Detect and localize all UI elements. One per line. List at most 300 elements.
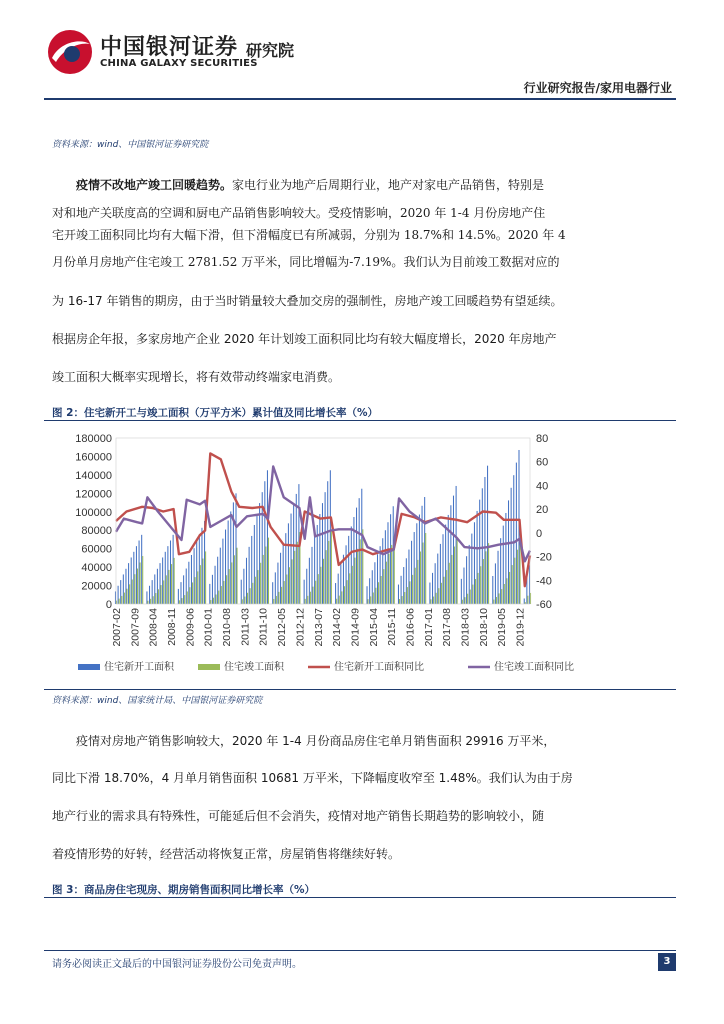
completions-bar (124, 593, 125, 604)
para1-lead: 疫情不改地产竣工回暖趋势。 (76, 178, 233, 192)
completions-bar (284, 581, 285, 604)
new-starts-bar (406, 558, 407, 604)
new-starts-bar (267, 470, 268, 604)
new-starts-bar (390, 514, 391, 604)
report-type: 行业研究报告/家用电器行业 (523, 81, 672, 95)
para1-line2: 对和地产关联度高的空调和厨电产品销售影响较大。受疫情影响，2020 年 1-4 月份房地产住 (52, 206, 546, 220)
legend-label: 住宅竣工面积 (224, 662, 284, 673)
new-starts-bar (131, 557, 132, 604)
new-starts-bar (403, 567, 404, 604)
figure2-top-rule (44, 420, 676, 421)
y-left-tick-label: 60000 (81, 543, 112, 556)
new-starts-bar (277, 563, 278, 604)
y-right-tick-label: 20 (536, 504, 549, 517)
completions-bar (247, 593, 248, 604)
new-starts-bar (209, 584, 210, 604)
completions-bar (163, 580, 164, 604)
completions-bar (250, 588, 251, 604)
completions-bar (527, 596, 528, 604)
legend-swatch (78, 664, 100, 670)
new-starts-bar (141, 535, 142, 604)
completions-bar (449, 563, 450, 604)
new-starts-bar (429, 583, 430, 604)
new-starts-bar (492, 576, 493, 604)
completions-bar (310, 592, 311, 604)
para2-line2 (52, 769, 573, 786)
y-right-tick-label: -40 (536, 575, 552, 588)
completions-bar (200, 565, 201, 604)
completions-bar (362, 529, 363, 604)
completions-bar (444, 577, 445, 604)
completions-bar (399, 599, 400, 604)
new-starts-bar (508, 500, 509, 604)
completions-bar (260, 563, 261, 604)
new-starts-bar (230, 511, 231, 604)
new-starts-bar (453, 496, 454, 604)
new-starts-bar (335, 583, 336, 604)
new-starts-bar (348, 536, 349, 604)
new-starts-bar (380, 546, 381, 604)
new-starts-bar (474, 522, 475, 604)
completions-bar (462, 600, 463, 604)
completions-bar (289, 567, 290, 604)
y-right-tick-label: 80 (536, 433, 549, 445)
completions-bar (158, 589, 159, 604)
completions-bar (328, 541, 329, 604)
x-tick-label: 2007-02 (111, 608, 123, 647)
logo-english-name: CHINA GALAXY SECURITIES (100, 58, 258, 69)
new-starts-bar (498, 551, 499, 604)
para1-line4 (52, 253, 559, 270)
new-starts-bar (482, 488, 483, 604)
completions-bar (187, 591, 188, 604)
new-starts-bar (387, 522, 388, 604)
completions-bar (223, 581, 224, 604)
new-starts-bars (115, 450, 530, 604)
new-starts-bar (283, 543, 284, 604)
new-starts-bar (196, 541, 197, 604)
completions-bar (483, 559, 484, 604)
new-starts-bar (194, 548, 195, 604)
completions-bar (216, 595, 217, 604)
completions-bar (501, 589, 502, 604)
completions-bar (475, 579, 476, 604)
x-tick-label: 2008-04 (147, 608, 160, 647)
new-starts-bar (259, 503, 260, 604)
new-starts-bar (432, 573, 433, 604)
completions-bar (132, 579, 133, 604)
y-left-tick-label: 180000 (75, 433, 112, 445)
completions-bar (499, 593, 500, 604)
new-starts-bar (393, 506, 394, 604)
y-left-tick-label: 40000 (81, 562, 112, 575)
y-right-tick-label: 40 (536, 480, 549, 493)
x-tick-label: 2010-01 (202, 608, 215, 647)
completions-bar (420, 552, 421, 604)
new-starts-bar (264, 481, 265, 604)
completions-bar (265, 547, 266, 604)
completions-bar (182, 598, 183, 604)
completions-bar (454, 547, 455, 604)
y-left-tick-label: 120000 (75, 488, 112, 501)
completions-bar (252, 583, 253, 604)
completions-bar (168, 570, 169, 604)
completions-bar (485, 551, 486, 604)
x-tick-label: 2010-08 (221, 608, 234, 647)
completions-bar (336, 599, 337, 604)
new-starts-bar (511, 488, 512, 604)
source-note-1: 资料来源：wind、中国银河证券研究院 (52, 140, 209, 150)
new-starts-bar (222, 539, 223, 604)
new-starts-bar (309, 558, 310, 604)
completions-bar (119, 599, 120, 604)
completions-bar (142, 556, 143, 604)
completions-bar (344, 586, 345, 604)
completions-bar (391, 545, 392, 604)
completions-bar (276, 596, 277, 604)
new-starts-bar (419, 515, 420, 604)
completions-bar (386, 562, 387, 604)
new-starts-bar (442, 534, 443, 604)
new-starts-bar (256, 514, 257, 604)
completions-bar (161, 585, 162, 604)
y-left-tick-label: 140000 (75, 469, 112, 482)
completions-bar (307, 596, 308, 604)
para1-line6: 根据房企年报，多家房地产企业 2020 年计划竣工面积同比均有较大幅度增长，2020 年房地产 (52, 332, 557, 346)
completions-bar (134, 574, 135, 604)
para1-line1 (76, 176, 544, 193)
completions-bar (446, 570, 447, 604)
new-starts-bar (201, 528, 202, 604)
new-starts-bar (235, 493, 236, 604)
new-starts-bar (372, 570, 373, 604)
completions-bar (174, 558, 175, 604)
completions-bar (349, 573, 350, 604)
completions-bar (305, 599, 306, 604)
new-starts-bar (199, 535, 200, 604)
completions-bar (326, 550, 327, 604)
para1-line5: 为 16-17 年销售的期房，由于当时销量较大叠加交房的强制性，房地产竣工回暖趋势有望延续。 (52, 294, 563, 308)
completions-bar (286, 574, 287, 604)
new-starts-bar (170, 540, 171, 604)
legend-label: 住宅竣工面积同比 (494, 662, 574, 673)
new-starts-bar (374, 562, 375, 604)
new-starts-bar (356, 508, 357, 604)
completions-bar (488, 543, 489, 604)
para1-line4-b: 我们认为目前竣工数据对应的 (403, 255, 560, 269)
new-starts-bar (401, 576, 402, 604)
completions-bar (189, 587, 190, 604)
new-starts-bar (469, 545, 470, 604)
new-starts-bar (251, 536, 252, 604)
new-starts-bar (440, 544, 441, 604)
completions-bar (213, 598, 214, 604)
new-starts-bar (167, 546, 168, 604)
new-starts-bar (178, 589, 179, 604)
para1-line1-rest: 家电行业为地产后周期行业，地产对家电产品销售，特别是 (232, 178, 545, 192)
completions-bar (404, 592, 405, 604)
completions-bar (357, 549, 358, 604)
completions-bar (467, 594, 468, 604)
figure2-chart (60, 424, 660, 686)
new-starts-bar (319, 514, 320, 604)
new-starts-bar (149, 586, 150, 604)
new-starts-bar (424, 497, 425, 604)
completions-bar (493, 600, 494, 604)
chart-legend (78, 660, 574, 673)
para1-line3: 宅开竣工面积同比均有大幅下滑，但下滑幅度已有所减弱，分别为 18.7%和 14.5%。2020 年 4 (52, 228, 566, 242)
completions-bar (509, 572, 510, 604)
para2-line3: 地产行业的需求具有特殊性，可能延后但不会消失，疫情对地产销售长期趋势的影响较小，随 (52, 809, 545, 823)
new-starts-bar (128, 563, 129, 604)
new-starts-bar (152, 580, 153, 604)
new-starts-bar (346, 545, 347, 604)
new-starts-bar (186, 569, 187, 604)
completions-bar (375, 588, 376, 604)
completions-bar (341, 591, 342, 604)
completions-bar (315, 581, 316, 604)
new-starts-bar (461, 579, 462, 604)
completions-bar (221, 586, 222, 604)
completions-bar (339, 596, 340, 604)
new-starts-bar (487, 466, 488, 604)
completions-bar (231, 562, 232, 604)
new-starts-bar (246, 558, 247, 604)
source-note-2: 资料来源：wind、国家统计局、中国银河证券研究院 (52, 696, 263, 706)
new-starts-bar (243, 569, 244, 604)
para2-line2-a: 同比下滑 18.70%，4 月单月销售面积 10681 万平米，下降幅度收窄至 1.48%。 (52, 771, 489, 785)
new-starts-bar (513, 475, 514, 604)
completions-bar (352, 566, 353, 604)
new-starts-bar (456, 486, 457, 604)
new-starts-bar (500, 538, 501, 604)
completions-bar (354, 558, 355, 604)
x-tick-label: 2012-05 (276, 608, 289, 647)
new-starts-bar (123, 574, 124, 604)
new-starts-bar (327, 481, 328, 604)
completions-bar (415, 568, 416, 604)
new-starts-bar (505, 513, 506, 604)
new-starts-bar (254, 525, 255, 604)
completions-bar (347, 580, 348, 604)
para2-line1: 疫情对房地产销售影响较大，2020 年 1-4 月份商品房住宅单月销售面积 29916 万平米， (76, 734, 556, 748)
new-starts-bar (183, 575, 184, 604)
completions-bar (451, 555, 452, 604)
completions-bar (184, 595, 185, 604)
new-starts-bar (503, 526, 504, 604)
x-tick-label: 2017-08 (441, 608, 454, 647)
new-starts-bar (165, 552, 166, 604)
completions-bar (417, 560, 418, 604)
para1-line7: 竣工面积大概率实现增长，将有效带动终端家电消费。 (52, 370, 341, 384)
y-right-tick-label: 0 (536, 527, 543, 540)
new-starts-bar (241, 580, 242, 604)
new-starts-bar (330, 470, 331, 604)
new-starts-bar (139, 540, 140, 604)
new-starts-bar (225, 530, 226, 604)
completions-bar (202, 558, 203, 604)
completions-bar (140, 562, 141, 604)
completions-bar (179, 600, 180, 604)
new-starts-bar (445, 525, 446, 604)
completions-bar (263, 555, 264, 604)
x-tick-label: 2015-11 (386, 608, 399, 646)
new-starts-bar (385, 530, 386, 604)
completions-bar (171, 564, 172, 604)
completions-bar (383, 569, 384, 604)
x-tick-label: 2011-10 (257, 608, 270, 646)
new-starts-bar (173, 535, 174, 604)
new-starts-bar (351, 526, 352, 604)
completions-bar (433, 597, 434, 604)
chart-axes (75, 433, 552, 647)
new-starts-bar (361, 489, 362, 604)
new-starts-bar (272, 582, 273, 604)
completions-bar (512, 565, 513, 604)
x-tick-label: 2013-07 (312, 608, 325, 647)
completions-bar (320, 567, 321, 604)
completions-bar (517, 550, 518, 604)
completions-bar (331, 531, 332, 604)
completions-bar (430, 599, 431, 604)
completions-bar (514, 558, 515, 604)
completions-bar (278, 592, 279, 604)
y-left-tick-label: 20000 (81, 580, 112, 593)
completions-bar (229, 569, 230, 604)
completions-bar (218, 591, 219, 604)
completions-bar (373, 592, 374, 604)
new-starts-bar (120, 580, 121, 604)
footer-disclaimer: 请务必阅读正文最后的中国银河证券股份公司免责声明。 (52, 959, 302, 970)
new-starts-bar (437, 554, 438, 604)
x-tick-label: 2014-09 (349, 608, 362, 647)
new-starts-bar (118, 586, 119, 604)
completions-bar (423, 543, 424, 604)
new-starts-bar (188, 562, 189, 604)
completions-bar (294, 551, 295, 604)
completions-bar (226, 575, 227, 604)
completions-bar (126, 589, 127, 604)
completions-bar (425, 533, 426, 604)
completions-bar (389, 554, 390, 604)
new-starts-bar (133, 552, 134, 604)
new-starts-bar (382, 538, 383, 604)
new-starts-bar (212, 575, 213, 604)
new-starts-bar (524, 598, 525, 604)
new-starts-bar (154, 574, 155, 604)
figure2-bottom-rule (44, 689, 676, 690)
new-starts-bar (191, 555, 192, 604)
new-starts-bar (136, 546, 137, 604)
x-tick-label: 2018-10 (477, 608, 490, 647)
completions-bar (210, 600, 211, 604)
completions-bar (313, 587, 314, 604)
x-tick-label: 2009-06 (184, 608, 197, 647)
completions-bar (506, 578, 507, 604)
completions-bar (438, 588, 439, 604)
completions-bar (192, 582, 193, 604)
completions-bar (504, 584, 505, 604)
completions-bar (129, 584, 130, 604)
new-starts-bar (414, 532, 415, 604)
new-starts-bar (160, 563, 161, 604)
para1-line4-a: 月份单月房地产住宅竣工 2781.52 万平米，同比增幅为-7.19%。 (52, 255, 404, 269)
completions-bar (318, 574, 319, 604)
figure3-title: 图 3：商品房住宅现房、期房销售面积同比增长率（%） (52, 884, 315, 896)
new-starts-bar (217, 557, 218, 604)
legend-label: 住宅新开工面积 (104, 662, 174, 673)
new-starts-bar (377, 554, 378, 604)
figure3-top-rule (44, 897, 676, 898)
new-starts-bar (204, 521, 205, 604)
completions-bar (409, 581, 410, 604)
new-starts-bar (215, 566, 216, 604)
completions-bar (297, 542, 298, 604)
x-tick-label: 2012-12 (294, 608, 307, 647)
y-left-tick-label: 0 (105, 599, 112, 611)
new-starts-bar (296, 494, 297, 604)
x-tick-label: 2019-05 (496, 608, 509, 647)
new-starts-bar (435, 563, 436, 604)
completions-bar (480, 566, 481, 604)
new-starts-bar (495, 563, 496, 604)
completions-bar (402, 596, 403, 604)
para2-line4: 着疫情形势的好转，经营活动将恢复正常，房屋销售将继续好转。 (52, 847, 401, 861)
new-starts-bar (249, 547, 250, 604)
logo-institute-name: 研究院 (246, 41, 295, 60)
new-starts-bar (180, 582, 181, 604)
new-starts-bar (146, 591, 147, 604)
new-starts-bar (466, 556, 467, 604)
completions-bar (472, 585, 473, 604)
new-starts-bar (463, 568, 464, 604)
completions-bar (441, 583, 442, 604)
header-divider (44, 98, 676, 100)
new-starts-bar (304, 580, 305, 604)
new-starts-bar (484, 477, 485, 604)
completions-bar (496, 597, 497, 604)
x-tick-label: 2018-03 (459, 608, 472, 647)
new-starts-bar (275, 572, 276, 604)
completions-bar (368, 599, 369, 604)
new-starts-bar (516, 463, 517, 604)
x-tick-label: 2011-03 (239, 608, 252, 646)
completions-bar (244, 597, 245, 604)
new-starts-bar (162, 557, 163, 604)
y-right-tick-label: 60 (536, 456, 549, 469)
completions-bar (237, 548, 238, 604)
y-right-tick-label: -60 (536, 599, 552, 611)
completions-bar (407, 587, 408, 604)
completions-bar (197, 571, 198, 604)
new-starts-bar (408, 550, 409, 604)
completions-bar (370, 596, 371, 604)
completions-bar (381, 576, 382, 604)
completions-bar (323, 559, 324, 604)
new-starts-bar (367, 586, 368, 604)
x-tick-label: 2008-11 (166, 608, 179, 646)
new-starts-bar (471, 534, 472, 604)
new-starts-bar (293, 504, 294, 604)
new-starts-bar (340, 564, 341, 604)
x-tick-label: 2015-04 (367, 608, 380, 647)
x-tick-label: 2014-02 (331, 608, 344, 647)
y-left-tick-label: 80000 (81, 525, 112, 538)
new-starts-bar (369, 578, 370, 604)
completions-bar (155, 593, 156, 604)
completions-bar (470, 589, 471, 604)
completions-bar (273, 599, 274, 604)
